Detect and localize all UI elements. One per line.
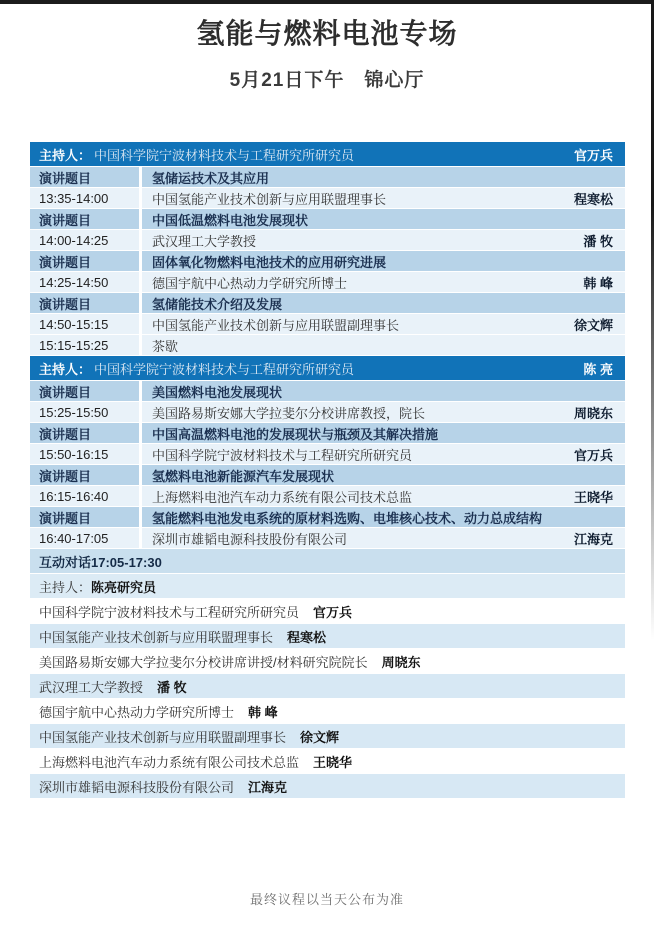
- dialogue-participant-row: [30, 649, 625, 673]
- time-cell: [30, 272, 139, 292]
- speaker-cell: [142, 444, 625, 464]
- topic-label-cell: [30, 293, 139, 313]
- speaker-cell: [142, 230, 625, 250]
- dialogue-participant-rows: [30, 599, 625, 798]
- speaker-cell: [142, 335, 625, 355]
- time-cell: [30, 230, 139, 250]
- talk-time: 15:50-16:15: [39, 446, 109, 462]
- talk-time: 14:50-15:15: [39, 316, 109, 332]
- agenda-row-talk: [30, 230, 625, 250]
- agenda-table: [30, 142, 625, 799]
- time-cell: [30, 335, 139, 355]
- participant-name: 周晓东: [381, 654, 421, 670]
- participant-affiliation: 美国路易斯安娜大学拉斐尔分校讲席讲授/材料研究院院长: [39, 654, 368, 670]
- talk-time: 14:25-14:50: [39, 274, 109, 290]
- agenda-row-talk: [30, 528, 625, 548]
- speaker-affiliation: 武汉理工大学教授: [152, 233, 257, 249]
- participant-affiliation: 深圳市雄韬电源科技股份有限公司: [39, 779, 235, 795]
- talk-time: 16:15-16:40: [39, 488, 109, 504]
- speaker-name: 潘 牧: [583, 233, 613, 249]
- talk-time: 14:00-14:25: [39, 232, 109, 248]
- host-affiliation: 中国科学院宁波材料技术与工程研究所研究员: [94, 361, 355, 377]
- time-cell: [30, 486, 139, 506]
- speaker-affiliation: 中国氢能产业技术创新与应用联盟理事长: [152, 191, 387, 207]
- topic-label: 演讲题目: [39, 426, 92, 442]
- topic-label: 演讲题目: [39, 296, 92, 312]
- topic-label-cell: [30, 423, 139, 443]
- host-name: 官万兵: [573, 147, 613, 163]
- dialogue-title: 互动对话17:05-17:30: [39, 554, 162, 570]
- talk-title: 氢燃料电池新能源汽车发展现状: [152, 468, 335, 484]
- speaker-affiliation: 德国宇航中心热动力学研究所博士: [152, 275, 348, 291]
- session-datetime-venue: 5月21日下午 锦心厅: [229, 70, 425, 91]
- topic-label-cell: [30, 465, 139, 485]
- topic-label: 演讲题目: [39, 254, 92, 270]
- topic-label: 演讲题目: [39, 384, 92, 400]
- topic-title-cell: [142, 293, 625, 313]
- topic-label: 演讲题目: [39, 212, 92, 228]
- participant-name: 徐文辉: [300, 729, 340, 745]
- speaker-affiliation: 深圳市雄韬电源科技股份有限公司: [152, 531, 348, 547]
- agenda-row-talk: [30, 335, 625, 355]
- talk-title: 美国燃料电池发展现状: [152, 384, 283, 400]
- dialogue-participant-row: [30, 699, 625, 723]
- agenda-rows: [30, 142, 625, 548]
- topic-label: 演讲题目: [39, 468, 92, 484]
- speaker-name: 王晓华: [573, 489, 613, 505]
- speaker-name: 周晓东: [573, 405, 613, 421]
- participant-name: 江海克: [248, 779, 288, 795]
- participant-name: 韩 峰: [248, 704, 278, 720]
- agenda-row-talk: [30, 444, 625, 464]
- talk-time: 15:25-15:50: [39, 404, 109, 420]
- topic-title-cell: [142, 209, 625, 229]
- topic-title-cell: [142, 381, 625, 401]
- agenda-row-topic: [30, 167, 625, 187]
- speaker-affiliation: 茶歇: [152, 338, 179, 354]
- dialogue-participant-row: [30, 724, 625, 748]
- dialogue-session-row: [30, 549, 625, 573]
- speaker-cell: [142, 188, 625, 208]
- talk-time: 15:15-15:25: [39, 337, 109, 353]
- agenda-row-topic: [30, 465, 625, 485]
- page-title: 氢能与燃料电池专场: [196, 18, 458, 49]
- host-label: 主持人：: [39, 147, 92, 163]
- speaker-name: 江海克: [573, 531, 613, 547]
- speaker-cell: [142, 402, 625, 422]
- time-cell: [30, 314, 139, 334]
- host-label: 主持人：: [39, 361, 92, 377]
- participant-name: 程寒松: [287, 629, 327, 645]
- host-name: 陈 亮: [583, 361, 613, 377]
- footer-note: 最终议程以当天公布为准: [249, 892, 404, 907]
- speaker-name: 韩 峰: [583, 275, 613, 291]
- speaker-name: 官万兵: [573, 447, 613, 463]
- topic-title-cell: [142, 167, 625, 187]
- agenda-row-talk: [30, 314, 625, 334]
- topic-title-cell: [142, 465, 625, 485]
- agenda-row-topic: [30, 423, 625, 443]
- speaker-name: 程寒松: [573, 191, 613, 207]
- talk-title: 固体氧化物燃料电池技术的应用研究进展: [152, 254, 387, 270]
- dialogue-participant-row: [30, 674, 625, 698]
- topic-title-cell: [142, 423, 625, 443]
- topic-label-cell: [30, 507, 139, 527]
- time-cell: [30, 188, 139, 208]
- talk-title: 中国高温燃料电池的发展现状与瓶颈及其解决措施: [152, 426, 439, 442]
- time-cell: [30, 528, 139, 548]
- participant-name: 官万兵: [313, 604, 353, 620]
- agenda-row-topic: [30, 293, 625, 313]
- talk-title: 氢储运技术及其应用: [152, 170, 270, 186]
- topic-title-cell: [142, 251, 625, 271]
- participant-name: 潘 牧: [157, 679, 187, 695]
- speaker-affiliation: 中国氢能产业技术创新与应用联盟副理事长: [152, 317, 400, 333]
- speaker-affiliation: 上海燃料电池汽车动力系统有限公司技术总监: [152, 489, 413, 505]
- agenda-row-host: [30, 356, 625, 380]
- agenda-row-topic: [30, 507, 625, 527]
- agenda-row-talk: [30, 402, 625, 422]
- topic-label-cell: [30, 209, 139, 229]
- participant-name: 王晓华: [313, 754, 353, 770]
- topic-label-cell: [30, 251, 139, 271]
- dialogue-participant-row: [30, 624, 625, 648]
- agenda-row-talk: [30, 486, 625, 506]
- participant-affiliation: 中国氢能产业技术创新与应用联盟副理事长: [39, 729, 287, 745]
- agenda-row-topic: [30, 381, 625, 401]
- agenda-row-host: [30, 142, 625, 166]
- dialogue-participant-row: [30, 599, 625, 623]
- talk-title: 中国低温燃料电池发展现状: [152, 212, 309, 228]
- dialogue-participant-row: [30, 749, 625, 773]
- topic-label-cell: [30, 381, 139, 401]
- participant-affiliation: 中国科学院宁波材料技术与工程研究所研究员: [39, 604, 300, 620]
- time-cell: [30, 444, 139, 464]
- speaker-affiliation: 美国路易斯安娜大学拉斐尔分校讲席教授，院长: [152, 405, 426, 421]
- speaker-name: 徐文辉: [573, 317, 613, 333]
- agenda-row-topic: [30, 209, 625, 229]
- dialogue-host-name: 陈亮研究员: [91, 579, 157, 595]
- page-header: [0, 12, 654, 92]
- dialogue-host-row: [30, 574, 625, 598]
- page-top-edge: [0, 0, 654, 4]
- topic-label: 演讲题目: [39, 510, 92, 526]
- speaker-affiliation: 中国科学院宁波材料技术与工程研究所研究员: [152, 447, 413, 463]
- participant-affiliation: 中国氢能产业技术创新与应用联盟理事长: [39, 629, 274, 645]
- agenda-row-talk: [30, 272, 625, 292]
- host-affiliation: 中国科学院宁波材料技术与工程研究所研究员: [94, 147, 355, 163]
- participant-affiliation: 武汉理工大学教授: [39, 679, 144, 695]
- speaker-cell: [142, 314, 625, 334]
- topic-title-cell: [142, 507, 625, 527]
- dialogue-participant-row: [30, 774, 625, 798]
- topic-label-cell: [30, 167, 139, 187]
- topic-label: 演讲题目: [39, 170, 92, 186]
- talk-title: 氢能燃料电池发电系统的原材料选购、电堆核心技术、动力总成结构: [152, 510, 543, 526]
- participant-affiliation: 上海燃料电池汽车动力系统有限公司技术总监: [39, 754, 300, 770]
- dialogue-host-label: 主持人：: [39, 579, 92, 595]
- agenda-row-talk: [30, 188, 625, 208]
- speaker-cell: [142, 272, 625, 292]
- talk-title: 氢储能技术介绍及发展: [152, 296, 283, 312]
- speaker-cell: [142, 486, 625, 506]
- participant-affiliation: 德国宇航中心热动力学研究所博士: [39, 704, 235, 720]
- speaker-cell: [142, 528, 625, 548]
- talk-time: 16:40-17:05: [39, 530, 109, 546]
- agenda-row-topic: [30, 251, 625, 271]
- talk-time: 13:35-14:00: [39, 190, 109, 206]
- time-cell: [30, 402, 139, 422]
